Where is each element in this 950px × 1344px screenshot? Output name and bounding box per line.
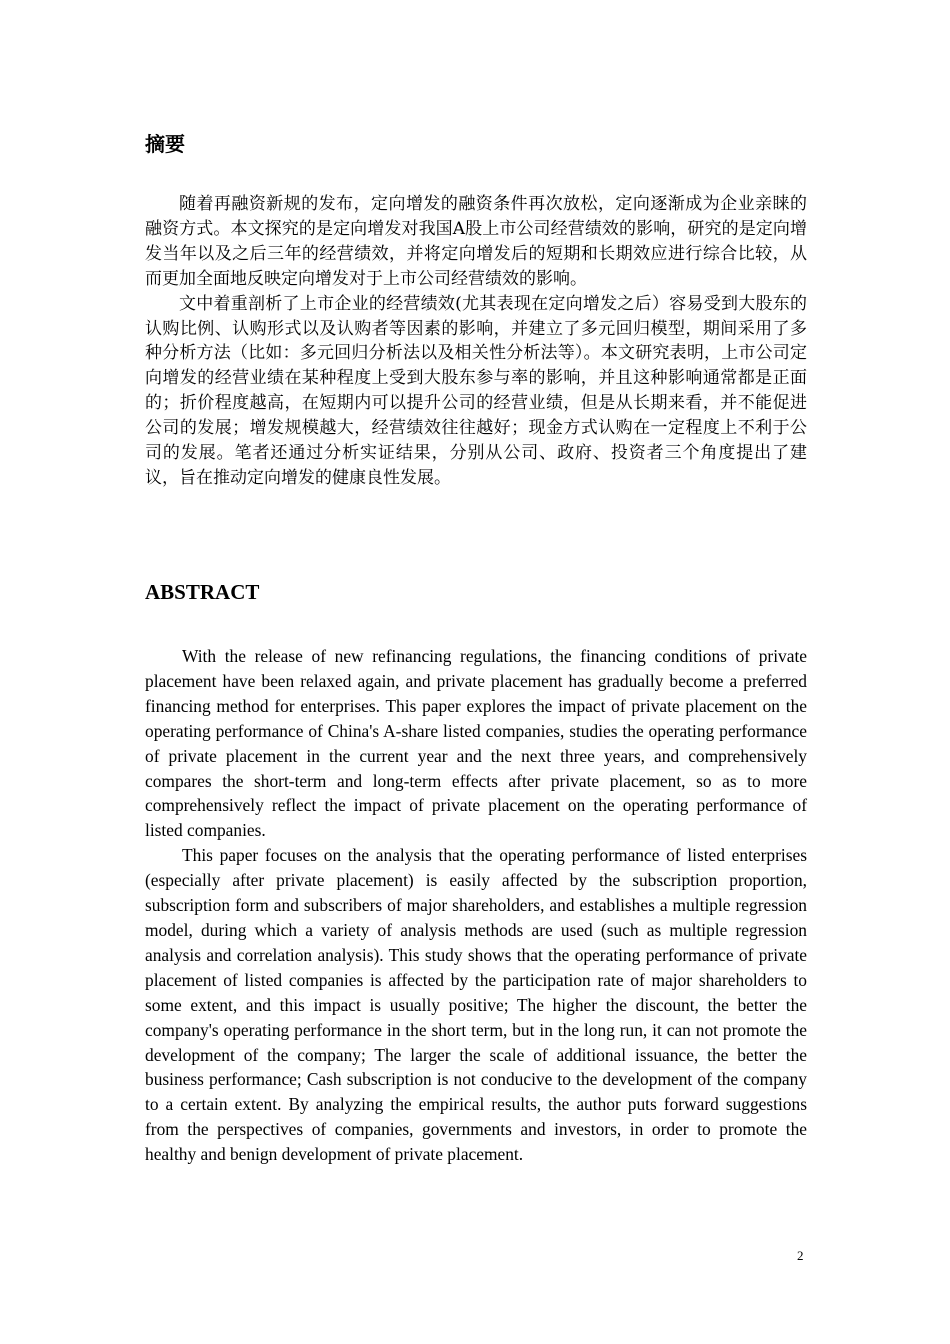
english-abstract-paragraph-1: With the release of new refinancing regulations, the financing conditions of private placement have been relaxed again, and private placement has gradually become a preferred financing method for enterprises. This paper explores the impact of private placement on the operating performance of China's A-share listed companies, studies the operating performance of private placement in the current year and the next three years, and comprehensively compares the short-term and long-term effects after private placement, so as to more comprehensively reflect the impact of private placement on the operating performance of listed companies. xyxy=(145,646,807,841)
page-number: 2 xyxy=(797,1248,804,1263)
chinese-abstract-heading: 摘要 xyxy=(145,132,185,156)
chinese-abstract-paragraph-2: 文中着重剖析了上市企业的经营绩效(尤其表现在定向增发之后）容易受到大股东的认购比例、认购形式以及认购者等因素的影响，并建立了多元回归模型，期间采用了多种分析方法（比如：多元回归分析法以及相关性分析法等）。本文研究表明，上市公司定向增发的经营业绩在某种程度上受到大股东参与率的影响，并且这种影响通常都是正面的；折价程度越高，在短期内可以提升公司的经营业绩，但是从长期来看，并不能促进公司的发展；增发规模越大，经营绩效往往越好；现金方式认购在一定程度上不利于公司的发展。笔者还通过分析实证结果，分别从公司、政府、投资者三个角度提出了建议，旨在推动定向增发的健康良性发展。 xyxy=(145,293,807,488)
english-abstract-paragraph-2: This paper focuses on the analysis that the operating performance of listed enterprises (especially after private placement) is easily affected by the subscription proportion, subscription form and subscribers of major shareholders, and establishes a multiple regression model, during which a variety of analysis methods are used (such as multiple regression analysis and correlation analysis). This study shows that the operating performance of private placement of listed companies is affected by the participation rate of major shareholders to some extent, and this impact is usually positive; The higher the discount, the better the company's operating performance in the short term, but in the long run, it can not promote the development of the company; The larger the scale of additional issuance, the better the business performance; Cash subscription is not conducive to the development of the company to a certain extent. By analyzing the empirical results, the author puts forward suggestions from the perspectives of companies, governments and investors, in order to promote the healthy and benign development of private placement. xyxy=(145,845,807,1165)
chinese-abstract-body xyxy=(145,192,807,491)
english-abstract-body xyxy=(145,644,807,1167)
chinese-abstract-paragraph-1: 随着再融资新规的发布，定向增发的融资条件再次放松，定向逐渐成为企业亲睐的融资方式。本文探究的是定向增发对我国A股上市公司经营绩效的影响，研究的是定向增发当年以及之后三年的经营绩效，并将定向增发后的短期和长期效应进行综合比较，从而更加全面地反映定向增发对于上市公司经营绩效的影响。 xyxy=(145,194,807,289)
english-abstract-heading: ABSTRACT xyxy=(145,580,260,604)
